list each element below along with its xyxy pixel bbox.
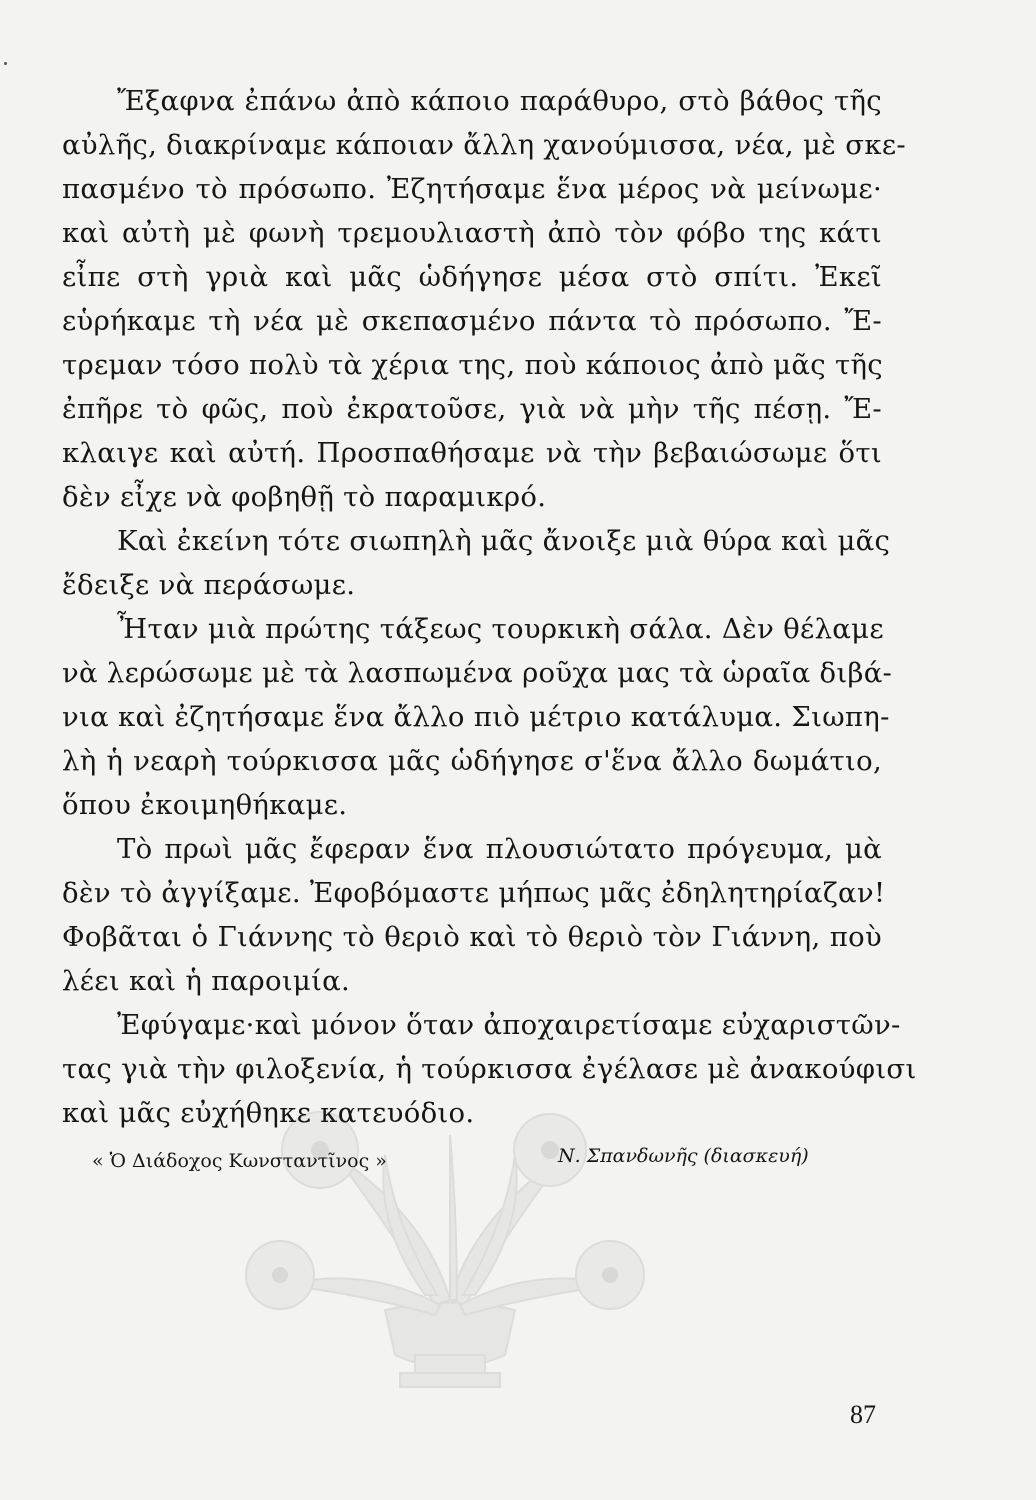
text-line: νὰ λερώσωμε μὲ τὰ λασπωμένα ροῦχα μας τὰ ὡραῖα διβά- [62, 657, 893, 689]
text-line: Ἐφύγαμε·καὶ μόνον ὅταν ἀποχαιρετίσαμε εὐχαριστῶν- [117, 1009, 901, 1041]
text-line: ἔδειξε νὰ περάσωμε. [62, 569, 356, 601]
source-citation: « Ὁ Διάδοχος Κωνσταντῖνος » [92, 1150, 387, 1172]
text-line: τας γιὰ τὴν φιλοξενία, ἡ τούρκισσα ἐγέλασε μὲ ἀνακούφισι [62, 1053, 917, 1085]
text-line: πασμένο τὸ πρόσωπο. Ἐζητήσαμε ἕνα μέρος νὰ μείνωμε· [62, 173, 882, 205]
text-line: ὅπου ἐκοιμηθήκαμε. [62, 789, 348, 821]
page-number: 87 [850, 1400, 876, 1429]
text-line: καὶ αὐτὴ μὲ φωνὴ τρεμουλιαστὴ ἀπὸ τὸν φόβο της κάτι [62, 217, 882, 249]
text-line: εὑρήκαμε τὴ νέα μὲ σκεπασμένο πάντα τὸ πρόσωπο. Ἔ- [62, 305, 882, 337]
speck [4, 62, 7, 65]
text-line: Ἔξαφνα ἐπάνω ἀπὸ κάποιο παράθυρο, στὸ βάθος τῆς [117, 85, 882, 117]
author-credit: Ν. Σπανδωνῆς (διασκευή) [558, 1145, 809, 1167]
text-line: ἐπῆρε τὸ φῶς, ποὺ ἐκρατοῦσε, γιὰ νὰ μὴν τῆς πέσῃ. Ἔ- [62, 393, 882, 425]
text-line: δὲν τὸ ἀγγίξαμε. Ἐφοβόμαστε μήπως μᾶς ἐδηλητηρίαζαν! [62, 877, 886, 909]
text-line: λέει καὶ ἡ παροιμία. [62, 965, 351, 997]
text-line: καὶ μᾶς εὐχήθηκε κατευόδιο. [62, 1097, 475, 1129]
text-line: Φοβᾶται ὁ Γιάννης τὸ θεριὸ καὶ τὸ θεριὸ τὸν Γιάννη, ποὺ [62, 921, 882, 953]
text-line: κλαιγε καὶ αὐτή. Προσπαθήσαμε νὰ τὴν βεβαιώσωμε ὅτι [62, 437, 882, 469]
flower-vase-ornament-icon [225, 1095, 675, 1395]
text-line: αὐλῆς, διακρίναμε κάποιαν ἄλλη χανούμισσα, νέα, μὲ σκε- [62, 129, 906, 161]
text-line: νια καὶ ἐζητήσαμε ἕνα ἄλλο πιὸ μέτριο κατάλυμα. Σιωπη- [62, 701, 890, 733]
text-line: εἶπε στὴ γριὰ καὶ μᾶς ὡδήγησε μέσα στὸ σπίτι. Ἐκεῖ [62, 261, 882, 293]
text-line: Ἦταν μιὰ πρώτης τάξεως τουρκικὴ σάλα. Δὲν θέλαμε [117, 613, 884, 645]
text-line: τρεμαν τόσο πολὺ τὰ χέρια της, ποὺ κάποιος ἀπὸ μᾶς τῆς [62, 349, 883, 381]
text-line: Καὶ ἐκείνη τότε σιωπηλὴ μᾶς ἄνοιξε μιὰ θύρα καὶ μᾶς [117, 525, 891, 557]
text-line: Τὸ πρωὶ μᾶς ἔφεραν ἕνα πλουσιώτατο πρόγευμα, μὰ [117, 833, 882, 865]
text-line: λὴ ἡ νεαρὴ τούρκισσα μᾶς ὡδήγησε σ'ἕνα ἄλλο δωμάτιο, [62, 745, 882, 777]
text-line: δὲν εἶχε νὰ φοβηθῇ τὸ παραμικρό. [62, 481, 547, 513]
